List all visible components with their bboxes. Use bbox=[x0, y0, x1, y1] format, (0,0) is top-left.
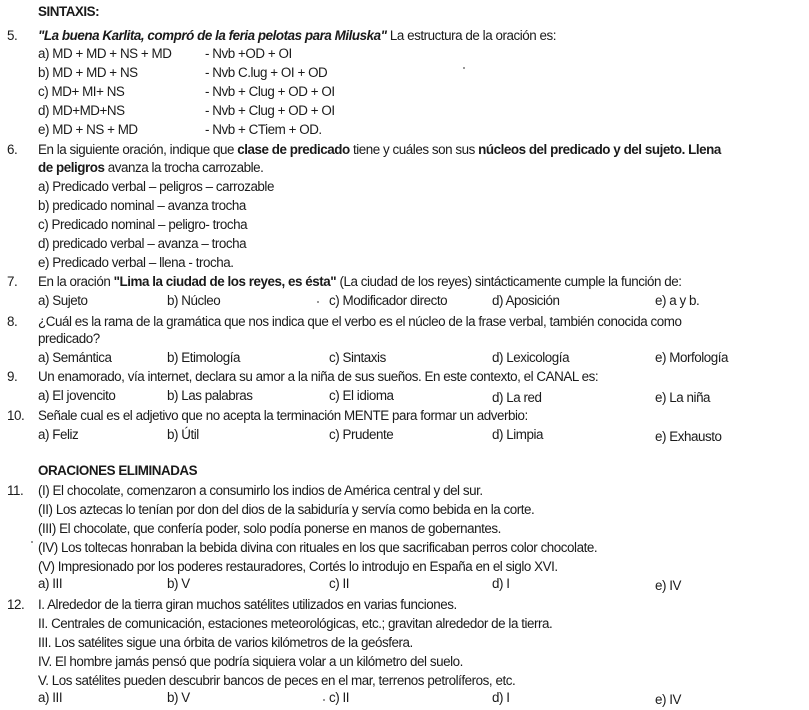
q9-option-a: a) El jovencito bbox=[38, 388, 116, 403]
question-number: 9. bbox=[7, 369, 18, 384]
q12-option-e: e) IV bbox=[655, 692, 682, 707]
question-5-rest: La estructura de la oración es: bbox=[386, 28, 557, 43]
q11-option-b: b) V bbox=[167, 576, 190, 591]
q9-option-c: c) El idioma bbox=[329, 388, 394, 403]
q7-option-c: c) Modificador directo bbox=[329, 293, 448, 308]
q7-option-d: d) Aposición bbox=[492, 293, 560, 308]
q10-option-b: b) Útil bbox=[167, 427, 199, 442]
q6-option-d: d) predicado verbal – avanza – trocha bbox=[38, 236, 247, 251]
q6-option-b: b) predicado nominal – avanza trocha bbox=[38, 198, 246, 213]
question-6-line-1 bbox=[38, 141, 721, 158]
q7-option-e: e) a y b. bbox=[655, 293, 700, 308]
q12-option-a: a) III bbox=[38, 690, 63, 705]
q6-bold-text: núcleos del predicado y del sujeto. Llena bbox=[478, 142, 721, 157]
question-7-text bbox=[38, 273, 682, 290]
q6-text: tiene y cuáles son sus bbox=[349, 142, 479, 157]
q12-option-c: c) II bbox=[329, 690, 350, 705]
q12-option-b: b) V bbox=[167, 690, 190, 705]
q11-option-e: e) IV bbox=[655, 578, 682, 593]
q11-sentence-5: (V) Impresionado por los poderes restauradores, Cortés lo introdujo en España en el siglo XVI. bbox=[38, 559, 558, 574]
q6-bold-text: de peligros bbox=[38, 160, 105, 175]
question-number: 7. bbox=[7, 274, 18, 289]
q8-option-e: e) Morfología bbox=[655, 350, 729, 365]
q12-sentence-3: III. Los satélites sigue una órbita de varios kilómetros de la geósfera. bbox=[38, 635, 413, 650]
q6-option-c: c) Predicado nominal – peligro- trocha bbox=[38, 217, 248, 232]
q8-option-d: d) Lexicología bbox=[492, 350, 570, 365]
q5-option-e-subject: e) MD + NS + MD bbox=[38, 122, 138, 137]
q12-sentence-2: II. Centrales de comunicación, estaciones meteorológicas, etc.; gravitan alrededor de la tierra. bbox=[38, 616, 553, 631]
q11-sentence-3: (III) El chocolate, que confería poder, solo podía ponerse en manos de gobernantes. bbox=[38, 521, 501, 536]
question-number: 11. bbox=[7, 483, 24, 498]
q12-option-d: d) I bbox=[492, 690, 510, 705]
q7-bold-text: "Lima la ciudad de los reyes, es ésta" bbox=[113, 274, 337, 289]
q10-option-d: d) Limpia bbox=[492, 427, 544, 442]
q12-sentence-1: I. Alrededor de la tierra giran muchos satélites utilizados en varias funciones. bbox=[38, 597, 457, 612]
q5-option-b-subject: b) MD + MD + NS bbox=[38, 65, 138, 80]
q5-option-c-subject: c) MD+ MI+ NS bbox=[38, 84, 125, 99]
question-number: 10. bbox=[7, 408, 25, 423]
question-number: 5. bbox=[7, 28, 18, 43]
q5-option-d-subject: d) MD+MD+NS bbox=[38, 103, 125, 118]
q7-text: (La ciudad de los reyes) sintácticamente cumple la función de: bbox=[336, 274, 682, 289]
q5-option-c-predicate: - Nvb + Clug + OD + OI bbox=[205, 84, 335, 99]
question-5-text bbox=[38, 27, 556, 44]
q9-option-d: d) La red bbox=[492, 390, 542, 405]
q5-option-b-predicate: - Nvb C.lug + OI + OD bbox=[205, 65, 328, 80]
q11-option-a: a) III bbox=[38, 576, 63, 591]
q11-sentence-4: (IV) Los toltecas honraban la bebida divina con rituales en los que sacrificaban perros color chocolate. bbox=[38, 540, 598, 555]
q11-option-d: d) I bbox=[492, 576, 510, 591]
q5-option-e-predicate: - Nvb + CTiem + OD. bbox=[205, 122, 322, 137]
q7-text: En la oración bbox=[38, 274, 114, 289]
question-number: 12. bbox=[7, 597, 25, 612]
scan-speck bbox=[317, 301, 319, 303]
q10-option-a: a) Feliz bbox=[38, 427, 79, 442]
q5-option-a-predicate: - Nvb +OD + OI bbox=[205, 46, 292, 61]
scan-speck bbox=[323, 699, 325, 701]
q11-sentence-2: (II) Los aztecas lo tenían por don del dios de la sabiduría y servía como bebida en la corte. bbox=[38, 502, 535, 517]
question-8-line-1: ¿Cuál es la rama de la gramática que nos indica que el verbo es el núcleo de la frase verbal, también conocida como bbox=[38, 314, 682, 329]
q6-option-e: e) Predicado verbal – llena - trocha. bbox=[38, 255, 234, 270]
question-number: 6. bbox=[7, 142, 18, 157]
scan-speck bbox=[463, 67, 465, 69]
q6-option-a: a) Predicado verbal – peligros – carrozable bbox=[38, 179, 274, 194]
question-number: 8. bbox=[7, 314, 18, 329]
q5-option-d-predicate: - Nvb + Clug + OD + OI bbox=[205, 103, 335, 118]
q8-option-c: c) Sintaxis bbox=[329, 350, 386, 365]
q6-bold-text: clase de predicado bbox=[237, 142, 350, 157]
q6-text: En la siguiente oración, indique que bbox=[38, 142, 238, 157]
q7-option-b: b) Núcleo bbox=[167, 293, 221, 308]
q9-option-e: e) La niña bbox=[655, 390, 711, 405]
section-title-oraciones-eliminadas: ORACIONES ELIMINADAS bbox=[38, 463, 198, 478]
q5-option-a-subject: a) MD + MD + NS + MD bbox=[38, 46, 172, 61]
question-6-line-2 bbox=[38, 159, 263, 176]
question-10-text: Señale cual es el adjetivo que no acepta la terminación MENTE para formar un adverbio: bbox=[38, 408, 528, 423]
q12-sentence-5: V. Los satélites pueden descubrir bancos de peces en el mar, terrenos petrolíferos, etc. bbox=[38, 673, 516, 688]
q8-option-a: a) Semántica bbox=[38, 350, 112, 365]
q10-option-e: e) Exhausto bbox=[655, 429, 722, 444]
q11-sentence-1: (I) El chocolate, comenzaron a consumirlo los indios de América central y del sur. bbox=[38, 483, 483, 498]
q12-sentence-4: IV. El hombre jamás pensó que podría siquiera volar a un kilómetro del suelo. bbox=[38, 654, 463, 669]
question-5-quote: "La buena Karlita, compró de la feria pelotas para Miluska" bbox=[38, 28, 387, 43]
section-title-sintaxis: SINTAXIS: bbox=[38, 4, 100, 19]
q6-text: avanza la trocha carrozable. bbox=[104, 160, 264, 175]
q7-option-a: a) Sujeto bbox=[38, 293, 88, 308]
q9-option-b: b) Las palabras bbox=[167, 388, 253, 403]
q11-option-c: c) II bbox=[329, 576, 350, 591]
scan-speck bbox=[31, 541, 33, 543]
question-8-line-2: predicado? bbox=[38, 331, 100, 346]
q8-option-b: b) Etimología bbox=[167, 350, 241, 365]
q10-option-c: c) Prudente bbox=[329, 427, 394, 442]
question-9-text: Un enamorado, vía internet, declara su amor a la niña de sus sueños. En este contexto, el CANAL es: bbox=[38, 369, 599, 384]
